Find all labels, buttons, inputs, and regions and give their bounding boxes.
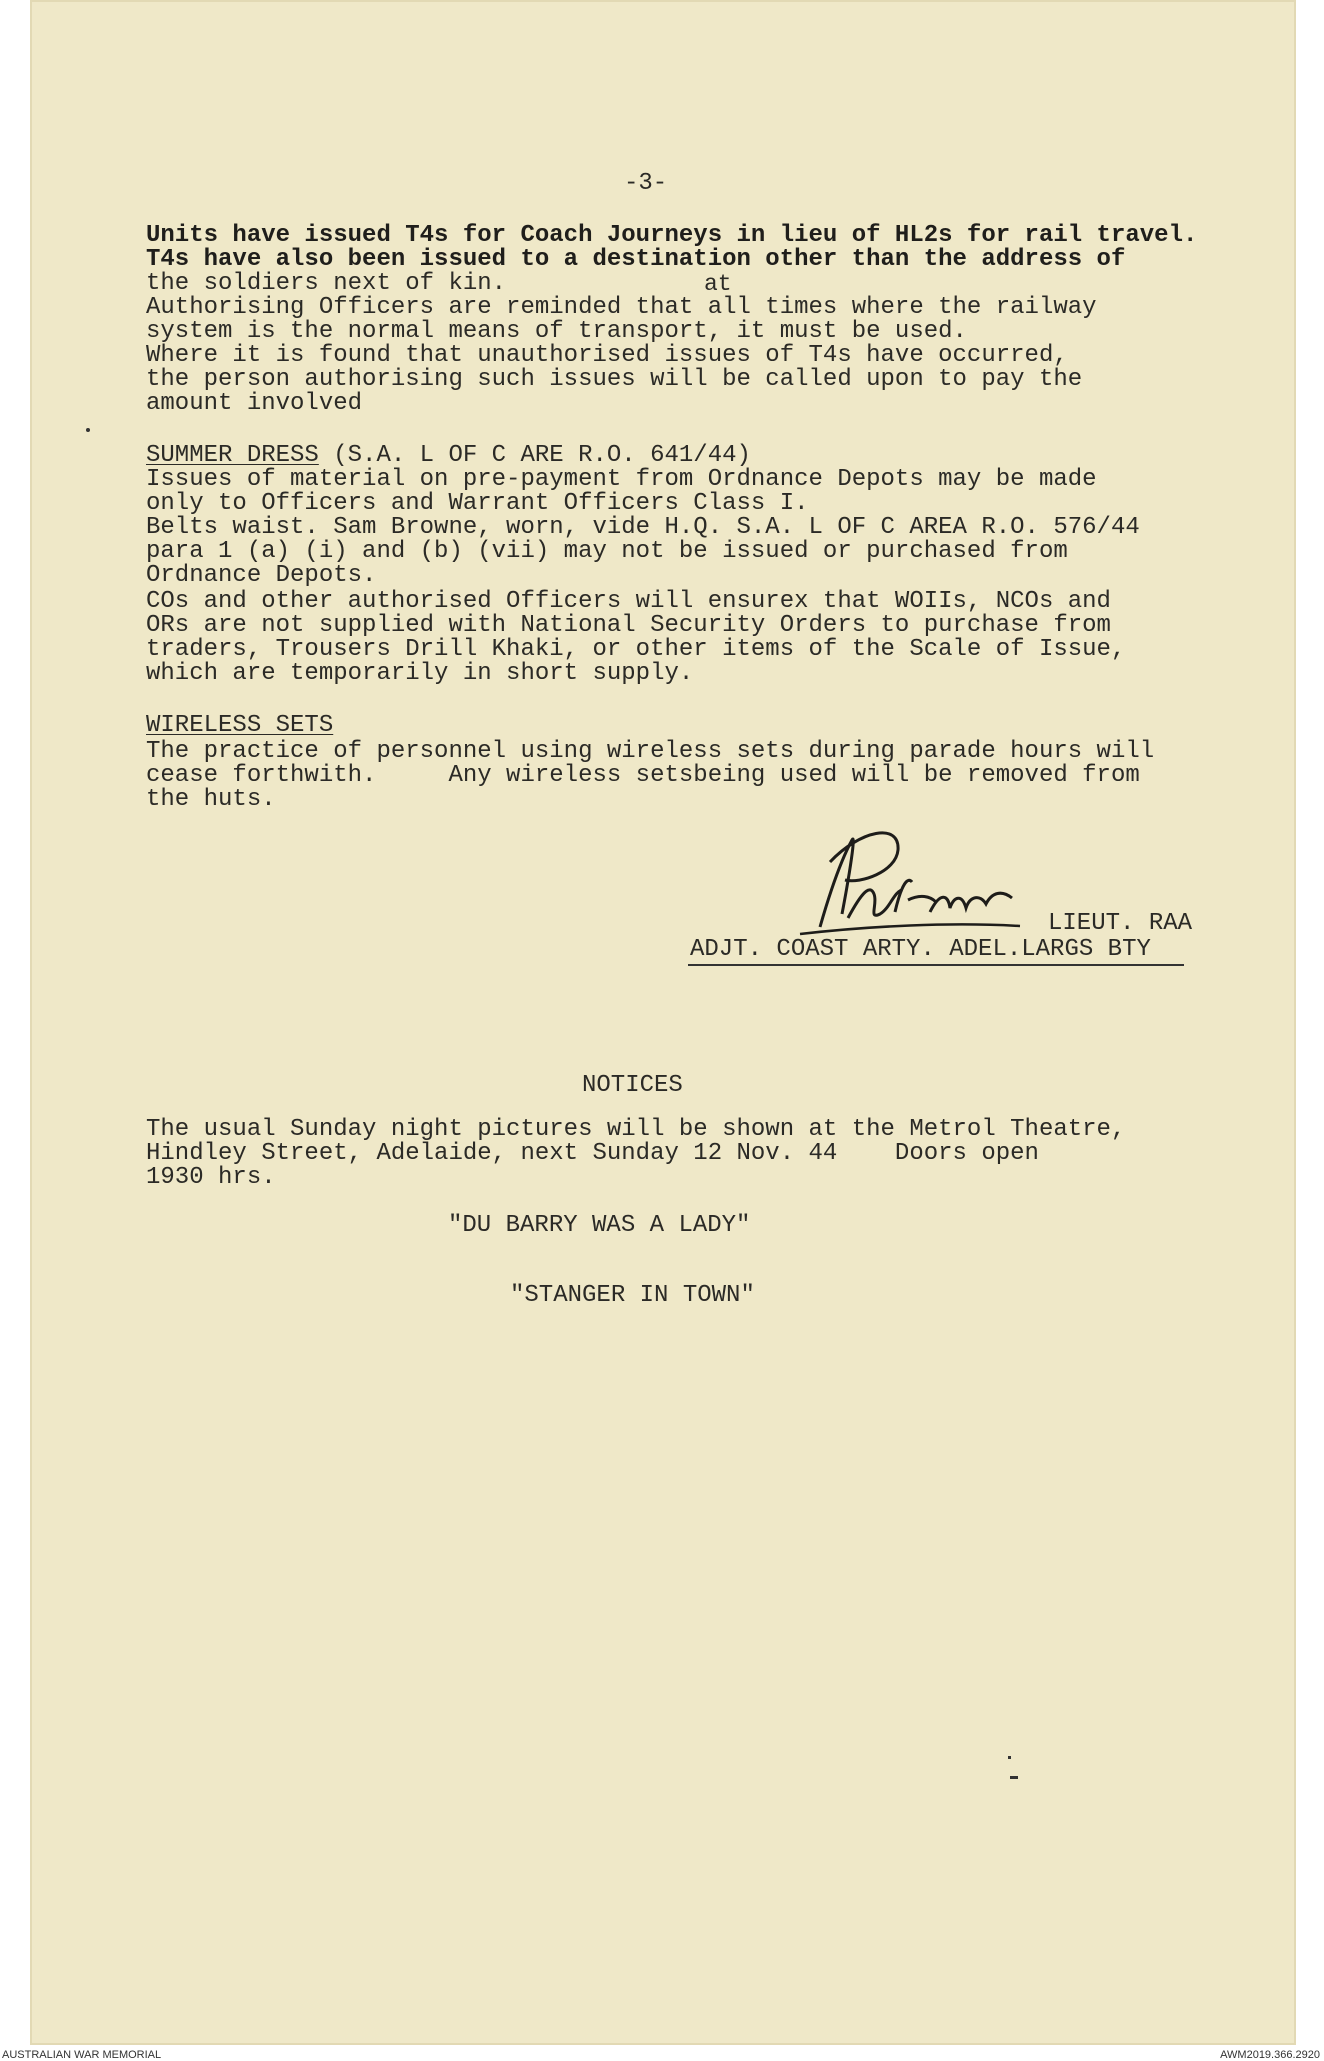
summer-dress-line-8: traders, Trousers Drill Khaki, or other items of the Scale of Issue, <box>146 636 1126 663</box>
summer-dress-line-5: Ordnance Depots. <box>146 562 377 589</box>
wireless-sets-line-2: cease forthwith. Any wireless setsbeing used will be removed from <box>146 762 1140 789</box>
t4-line-7: the person authorising such issues will be called upon to pay the <box>146 366 1083 393</box>
summer-dress-line-3: Belts waist. Sam Browne, worn, vide H.Q. S.A. L OF C AREA R.O. 576/44 <box>146 514 1140 541</box>
summer-dress-heading: SUMMER DRESS <box>146 442 319 469</box>
signature-underline <box>688 964 1184 966</box>
stray-mark <box>86 428 90 432</box>
stray-mark <box>1008 1756 1011 1759</box>
t4-line-8: amount involved <box>146 390 363 417</box>
summer-dress-reference: (S.A. L OF C ARE R.O. 641/44) <box>318 442 751 469</box>
t4-line-5: system is the normal means of transport, it must be used. <box>146 318 967 345</box>
wireless-sets-line-1: The practice of personnel using wireless sets during parade hours will <box>146 738 1155 765</box>
t4-line-1: Units have issued T4s for Coach Journeys in lieu of HL2s for rail travel. <box>146 222 1198 249</box>
notices-heading: NOTICES <box>582 1072 683 1099</box>
summer-dress-line-7: ORs are not supplied with National Security Orders to purchase from <box>146 612 1111 639</box>
summer-dress-heading-line <box>146 444 751 468</box>
footer-institution: AUSTRALIAN WAR MEMORIAL <box>2 2049 162 2061</box>
page-number: -3- <box>624 170 668 197</box>
summer-dress-line-4: para 1 (a) (i) and (b) (vii) may not be issued or purchased from <box>146 538 1068 565</box>
handwritten-signature <box>790 822 1030 942</box>
t4-line-3: the soldiers next of kin. <box>146 270 507 297</box>
signatory-appointment: ADJT. COAST ARTY. ADEL.LARGS BTY <box>690 936 1151 963</box>
wireless-sets-line-3: the huts. <box>146 786 276 813</box>
notices-line-3: 1930 hrs. <box>146 1164 276 1191</box>
footer-accession-number: AWM2019.366.2920 <box>1220 2049 1320 2061</box>
t4-insertion-at: at <box>704 271 732 297</box>
wireless-sets-heading-line <box>146 714 333 738</box>
summer-dress-line-1: Issues of material on pre-payment from Ordnance Depots may be made <box>146 466 1097 493</box>
stray-mark <box>1010 1776 1018 1779</box>
signatory-rank: LIEUT. RAA <box>1048 910 1193 937</box>
t4-line-4: Authorising Officers are reminded that all times where the railway <box>146 294 1097 321</box>
summer-dress-line-2: only to Officers and Warrant Officers Class I. <box>146 490 809 517</box>
film-title-1: "DU BARRY WAS A LADY" <box>448 1212 751 1239</box>
t4-line-6: Where it is found that unauthorised issues of T4s have occurred, <box>146 342 1068 369</box>
t4-line-2: T4s have also been issued to a destination other than the address of <box>146 246 1126 273</box>
notices-line-1: The usual Sunday night pictures will be shown at the Metrol Theatre, <box>146 1116 1126 1143</box>
summer-dress-line-9: which are temporarily in short supply. <box>146 660 694 687</box>
notices-line-2: Hindley Street, Adelaide, next Sunday 12 Nov. 44 Doors open <box>146 1140 1039 1167</box>
summer-dress-line-6: COs and other authorised Officers will ensurex that WOIIs, NCOs and <box>146 588 1111 615</box>
wireless-sets-heading: WIRELESS SETS <box>146 712 334 739</box>
film-title-2: "STANGER IN TOWN" <box>510 1282 755 1309</box>
